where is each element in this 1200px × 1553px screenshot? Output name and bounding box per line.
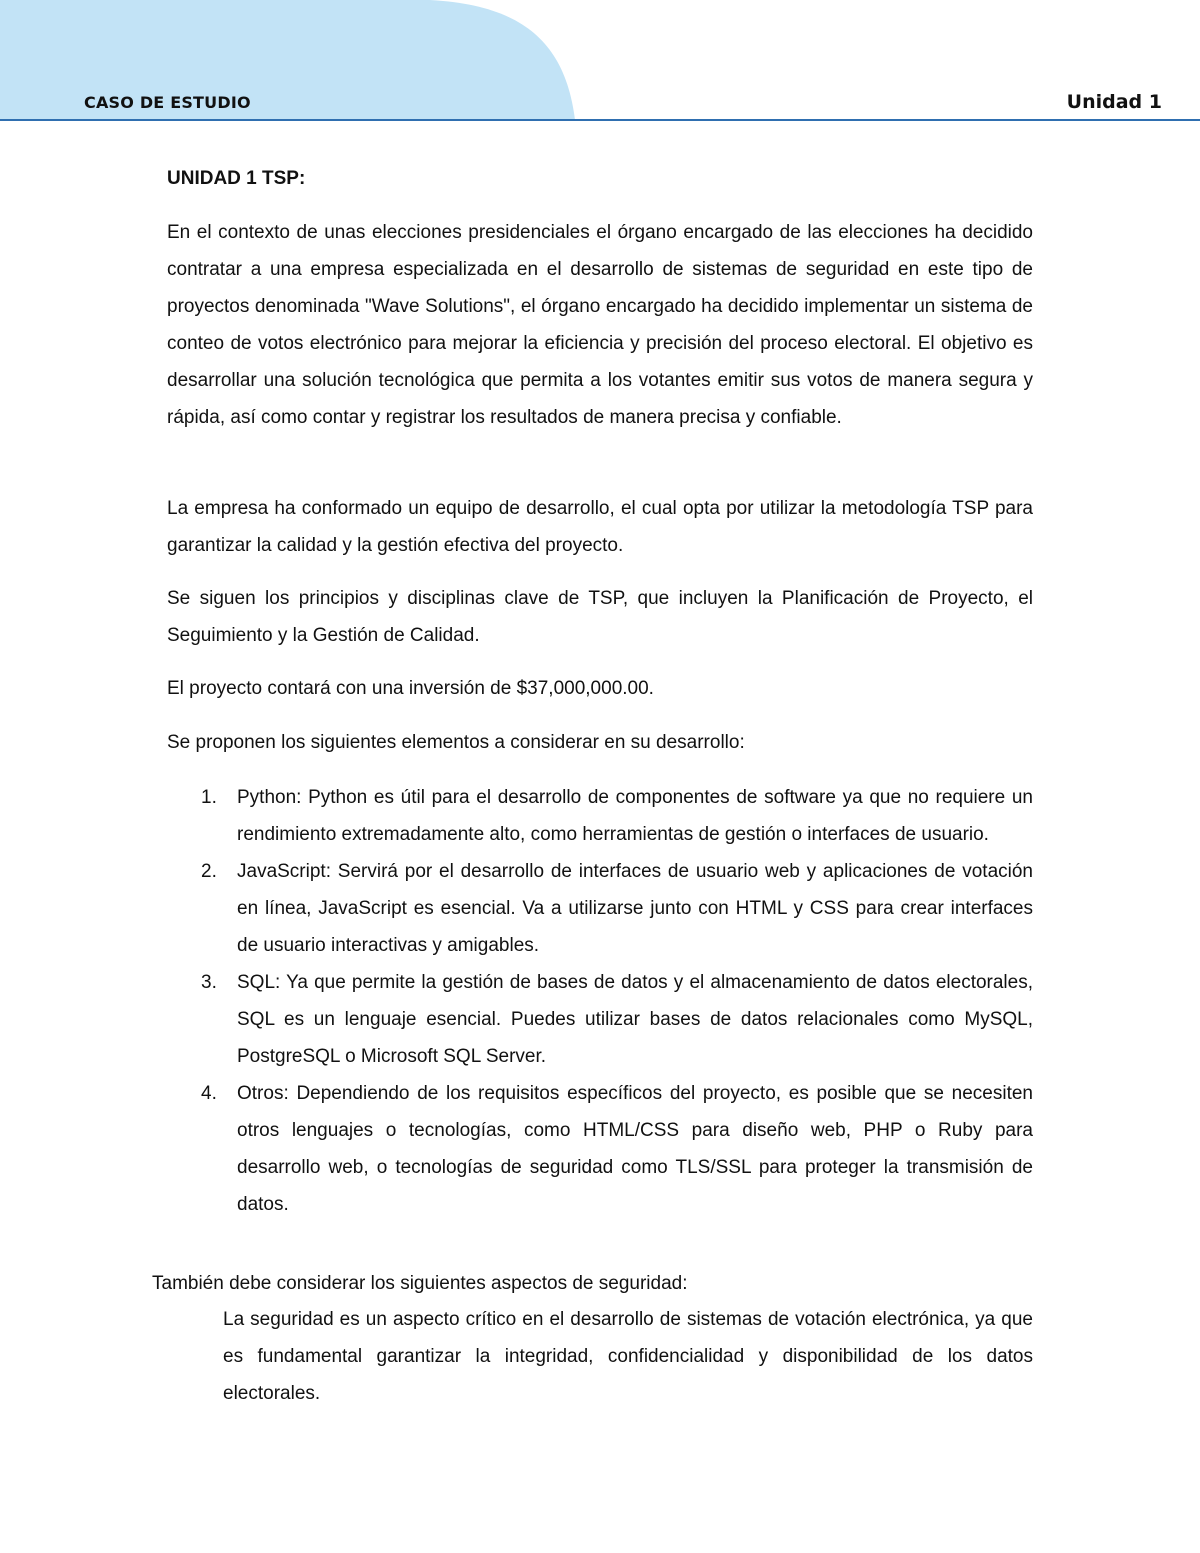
security-intro: También debe considerar los siguientes aspectos de seguridad: [152, 1273, 688, 1294]
header-unit-label: Unidad 1 [1066, 91, 1162, 113]
list-item-number: 3. [201, 972, 217, 993]
list-item-number: 1. [201, 787, 217, 808]
paragraph-context: En el contexto de unas elecciones presidenciales el órgano encargado de las elecciones ha decidido contratar a una empresa especializada en el desarrollo de sistemas de seguridad en este tipo de proyectos denominada "Wave Solutions", el órgano encargado ha decidido implementar un sistema de conteo de votos electrónico para mejorar la eficiencia y precisión del proceso electoral. El objetivo es desarrollar una solución tecnológica que permita a los votantes emitir sus votos de manera segura y rápida, así como contar y registrar los resultados de manera precisa y confiable. [167, 222, 1033, 428]
paragraph-elements-intro: Se proponen los siguientes elementos a considerar en su desarrollo: [167, 732, 745, 753]
header-section-label: CASO DE ESTUDIO [84, 93, 251, 112]
header-divider [0, 119, 1200, 121]
paragraph-team: La empresa ha conformado un equipo de desarrollo, el cual opta por utilizar la metodología TSP para garantizar la calidad y la gestión efectiva del proyecto. [167, 498, 1033, 556]
list-item-text: Otros: Dependiendo de los requisitos específicos del proyecto, es posible que se necesiten otros lenguajes o tecnologías, como HTML/CSS para diseño web, PHP o Ruby para desarrollo web, o tecnologías de seguridad como TLS/SSL para proteger la transmisión de datos. [237, 1083, 1033, 1215]
list-item-text: JavaScript: Servirá por el desarrollo de interfaces de usuario web y aplicaciones de votación en línea, JavaScript es esencial. Va a utilizarse junto con HTML y CSS para crear interfaces de usuario interactivas y amigables. [237, 861, 1033, 956]
list-item [167, 779, 1033, 853]
list-item-text: SQL: Ya que permite la gestión de bases de datos y el almacenamiento de datos electorales, SQL es un lenguaje esencial. Puedes utilizar bases de datos relacionales como MySQL, PostgreSQL o Microsoft SQL Server. [237, 972, 1033, 1067]
list-item [167, 1075, 1033, 1223]
security-paragraph: La seguridad es un aspecto crítico en el desarrollo de sistemas de votación electrónica, ya que es fundamental garantizar la integridad, confidencialidad y disponibilidad de los datos electorales. [223, 1309, 1033, 1404]
paragraph-principles: Se siguen los principios y disciplinas clave de TSP, que incluyen la Planificación de Proyecto, el Seguimiento y la Gestión de Calidad. [167, 588, 1033, 646]
list-item [167, 853, 1033, 964]
document-title: UNIDAD 1 TSP: [167, 168, 306, 189]
list-item-number: 2. [201, 861, 217, 882]
paragraph-investment: El proyecto contará con una inversión de $37,000,000.00. [167, 678, 654, 699]
list-item-number: 4. [201, 1083, 217, 1104]
list-item-text: Python: Python es útil para el desarrollo de componentes de software ya que no requiere un rendimiento extremadamente alto, como herramientas de gestión o interfaces de usuario. [237, 787, 1033, 845]
elements-list [167, 779, 1033, 1223]
list-item [167, 964, 1033, 1075]
